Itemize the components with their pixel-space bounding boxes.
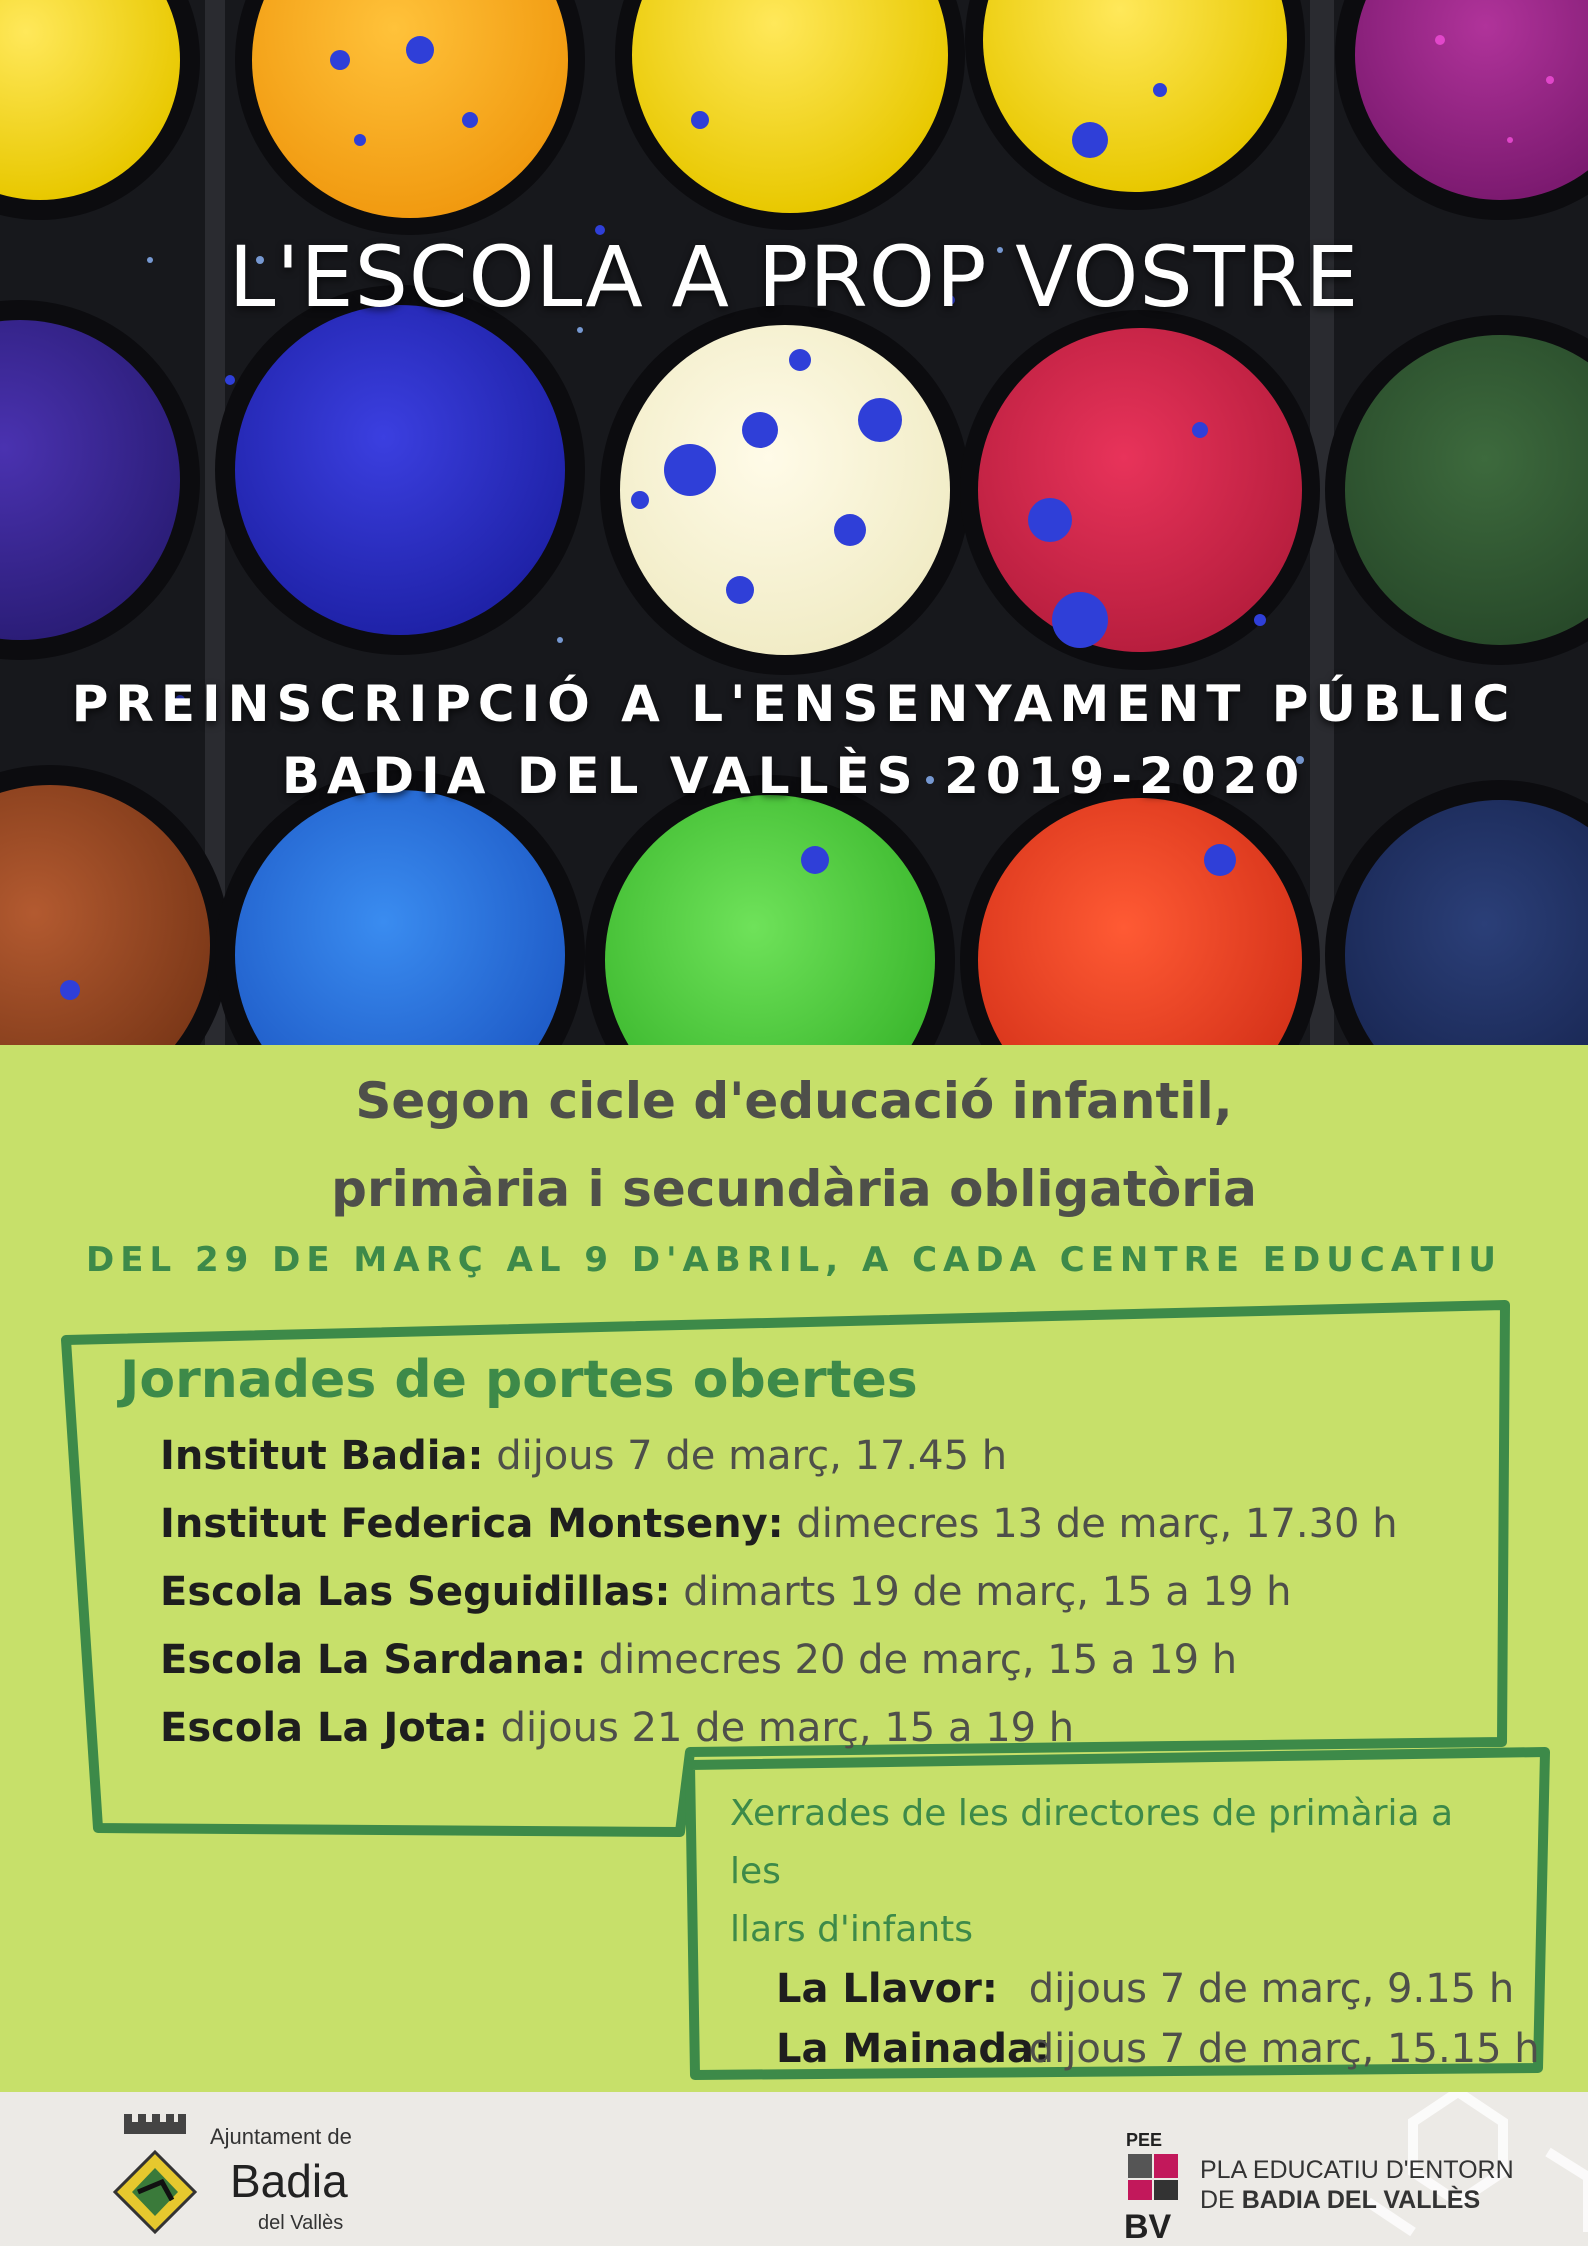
pee-badge-top: PEE [1126,2130,1163,2150]
pee-town: BADIA DEL VALLÈS [1241,2186,1481,2214]
town-subtitle: del Vallès [258,2212,344,2234]
talks-section [730,1785,1540,2079]
paint-palette-image [0,0,1588,1045]
visit-time: dimecres 13 de març, 17.30 h [796,1501,1398,1547]
nursery-name: La Mainada: [776,2026,1051,2072]
talks-title-line1: Xerrades de les directores de primària a les [730,1793,1454,1892]
list-item [160,1626,1398,1694]
pee-title-line2 [1200,2186,1480,2215]
ajuntament-logo [110,2112,390,2242]
talks-title-line2: llars d'infants [730,1909,974,1950]
town-name: Badia [230,2155,348,2207]
enrollment-dates: DEL 29 DE MARÇ AL 9 D'ABRIL, A CADA CENTRE EDUCATIU [86,1240,1502,1280]
list-item [160,1558,1398,1626]
school-name: Institut Federica Montseny: [160,1501,784,1547]
school-name: Institut Badia: [160,1433,484,1479]
cycle-heading-line1: Segon cicle d'educació infantil, [355,1072,1233,1130]
pee-badge-bottom: BV [1124,2208,1172,2246]
open-days-title: Jornades de portes obertes [120,1350,918,1410]
nursery-name: La Llavor: [776,1966,998,2012]
poster-subtitle-line2: BADIA DEL VALLÈS 2019-2020 [281,747,1307,805]
list-item [160,1422,1398,1490]
ajuntament-label: Ajuntament de [210,2124,352,2149]
pee-logo [1120,2122,1540,2246]
talk-time: dijous 7 de març, 15.15 h [1028,2026,1540,2072]
list-item [160,1490,1398,1558]
school-name: Escola La Sardana: [160,1637,586,1683]
school-name: Escola Las Seguidillas: [160,1569,671,1615]
coat-of-arms-icon [110,2112,200,2242]
visit-time: dijous 21 de març, 15 a 19 h [500,1705,1075,1751]
pee-title-line1: PLA EDUCATIU D'ENTORN [1200,2156,1514,2184]
pee-prefix: DE [1200,2186,1242,2214]
visit-time: dijous 7 de març, 17.45 h [496,1433,1008,1479]
footer [0,2092,1588,2246]
list-item [730,2019,1540,2079]
hero-image [0,0,1588,1045]
cycle-heading-line2: primària i secundària obligatòria [331,1160,1257,1218]
list-item [730,1959,1515,2019]
open-days-list [160,1422,1398,1762]
puzzle-logo-icon [1120,2122,1190,2246]
visit-time: dimecres 20 de març, 15 a 19 h [598,1637,1238,1683]
talk-time: dijous 7 de març, 9.15 h [1028,1966,1515,2012]
poster-subtitle-line1: PREINSCRIPCIÓ A L'ENSENYAMENT PÚBLIC [71,675,1517,733]
visit-time: dimarts 19 de març, 15 a 19 h [683,1569,1292,1615]
list-item [160,1694,1398,1762]
school-name: Escola La Jota: [160,1705,488,1751]
poster-title: L'ESCOLA A PROP VOSTRE [228,228,1360,326]
